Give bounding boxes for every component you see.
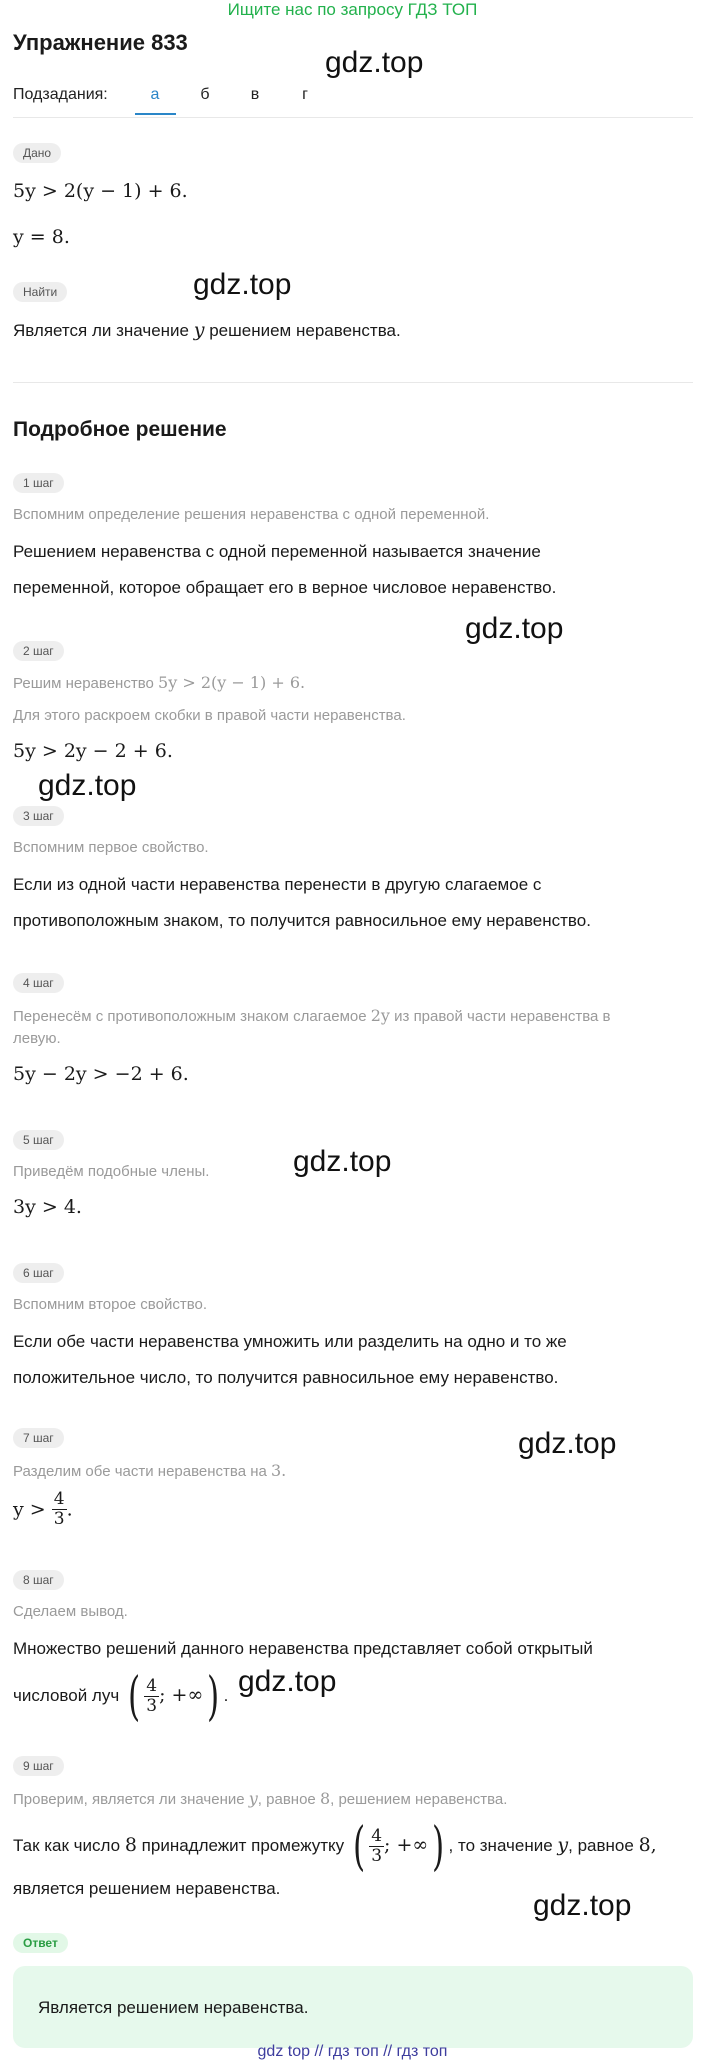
- step-5-hint: Приведём подобные члены.: [13, 1163, 210, 1180]
- tab-a[interactable]: а: [150, 86, 160, 103]
- watermark: gdz.top: [238, 1665, 337, 1698]
- watermark: gdz.top: [533, 1889, 632, 1922]
- watermark: gdz.top: [38, 769, 137, 802]
- find-question: Является ли значение y решением неравенства.: [13, 319, 401, 341]
- step-4-chip: 4 шаг: [13, 973, 64, 993]
- watermark: gdz.top: [193, 268, 292, 301]
- given-value: y = 8.: [13, 226, 70, 248]
- step-6-hint: Вспомним второе свойство.: [13, 1296, 208, 1313]
- answer-chip: Ответ: [13, 1933, 68, 1953]
- step-8-text-1: Множество решений данного неравенства представляет собой открытый: [13, 1639, 593, 1658]
- step-7-math: y > $\frac{4}{3}$ .: [13, 1489, 73, 1529]
- step-1-text-1: Решением неравенства с одной переменной называется значение: [13, 542, 541, 561]
- step-6-chip: 6 шаг: [13, 1263, 64, 1283]
- step-9-text-2: является решением неравенства.: [13, 1879, 281, 1898]
- step-3-hint: Вспомним первое свойство.: [13, 839, 209, 856]
- step-9-hint: Проверим, является ли значение y, равное 8, решением неравенства.: [13, 1789, 508, 1808]
- tab-g[interactable]: г: [302, 86, 308, 103]
- footer-links[interactable]: gdz top // гдз топ // гдз топ: [257, 2043, 448, 2060]
- watermark: gdz.top: [293, 1145, 392, 1178]
- step-2-math: 5y > 2y − 2 + 6.: [13, 740, 173, 762]
- subtasks-label: Подзадания:: [13, 86, 108, 103]
- step-6-text-1: Если обе части неравенства умножить или разделить на одно и то же: [13, 1332, 567, 1351]
- solution-heading: Подробное решение: [13, 418, 227, 441]
- step-7-hint: Разделим обе части неравенства на 3.: [13, 1461, 287, 1480]
- tabs-divider: [13, 117, 693, 118]
- watermark: gdz.top: [518, 1427, 617, 1460]
- tab-v[interactable]: в: [250, 86, 260, 103]
- top-banner[interactable]: Ищите нас по запросу ГДЗ ТОП: [227, 0, 478, 19]
- active-tab-indicator: [135, 113, 176, 115]
- find-chip: Найти: [13, 282, 67, 302]
- step-8-hint: Сделаем вывод.: [13, 1603, 128, 1620]
- watermark: gdz.top: [465, 612, 564, 645]
- step-8-text-2: числовой луч ( $\frac{4}{3}$ ; +∞) .: [13, 1666, 229, 1727]
- step-4-hint-2: левую.: [13, 1030, 61, 1047]
- step-9-text-1: Так как число 8 принадлежит промежутку ( $\frac{4}{3}$ ; +∞) , то значение y, равное 8,: [13, 1816, 657, 1877]
- page-title: Упражнение 833: [13, 30, 188, 55]
- watermark: gdz.top: [325, 46, 424, 79]
- given-chip: Дано: [13, 143, 61, 163]
- answer-text: Является решением неравенства.: [38, 1998, 309, 2017]
- step-3-text-1: Если из одной части неравенства перенести в другую слагаемое с: [13, 875, 542, 894]
- step-1-text-2: переменной, которое обращает его в верное числовое неравенство.: [13, 578, 557, 597]
- step-5-chip: 5 шаг: [13, 1130, 64, 1150]
- step-2-hint-2: Для этого раскроем скобки в правой части неравенства.: [13, 707, 406, 724]
- given-inequality: 5y > 2(y − 1) + 6.: [13, 180, 188, 202]
- step-3-text-2: противоположным знаком, то получится равносильное ему неравенство.: [13, 911, 591, 930]
- section-divider: [13, 382, 693, 383]
- step-6-text-2: положительное число, то получится равносильное ему неравенство.: [13, 1368, 559, 1387]
- step-9-chip: 9 шаг: [13, 1756, 64, 1776]
- step-4-hint: Перенесём с противоположным знаком слагаемое 2y из правой части неравенства в: [13, 1006, 611, 1025]
- step-4-math: 5y − 2y > −2 + 6.: [13, 1063, 189, 1085]
- step-3-chip: 3 шаг: [13, 806, 64, 826]
- step-5-math: 3y > 4.: [13, 1196, 82, 1218]
- step-8-chip: 8 шаг: [13, 1570, 64, 1590]
- step-1-hint: Вспомним определение решения неравенства с одной переменной.: [13, 506, 490, 523]
- step-1-chip: 1 шаг: [13, 473, 64, 493]
- step-7-chip: 7 шаг: [13, 1428, 64, 1448]
- step-2-hint: Решим неравенство 5y > 2(y − 1) + 6.: [13, 673, 306, 692]
- tab-b[interactable]: б: [200, 86, 210, 103]
- step-2-chip: 2 шаг: [13, 641, 64, 661]
